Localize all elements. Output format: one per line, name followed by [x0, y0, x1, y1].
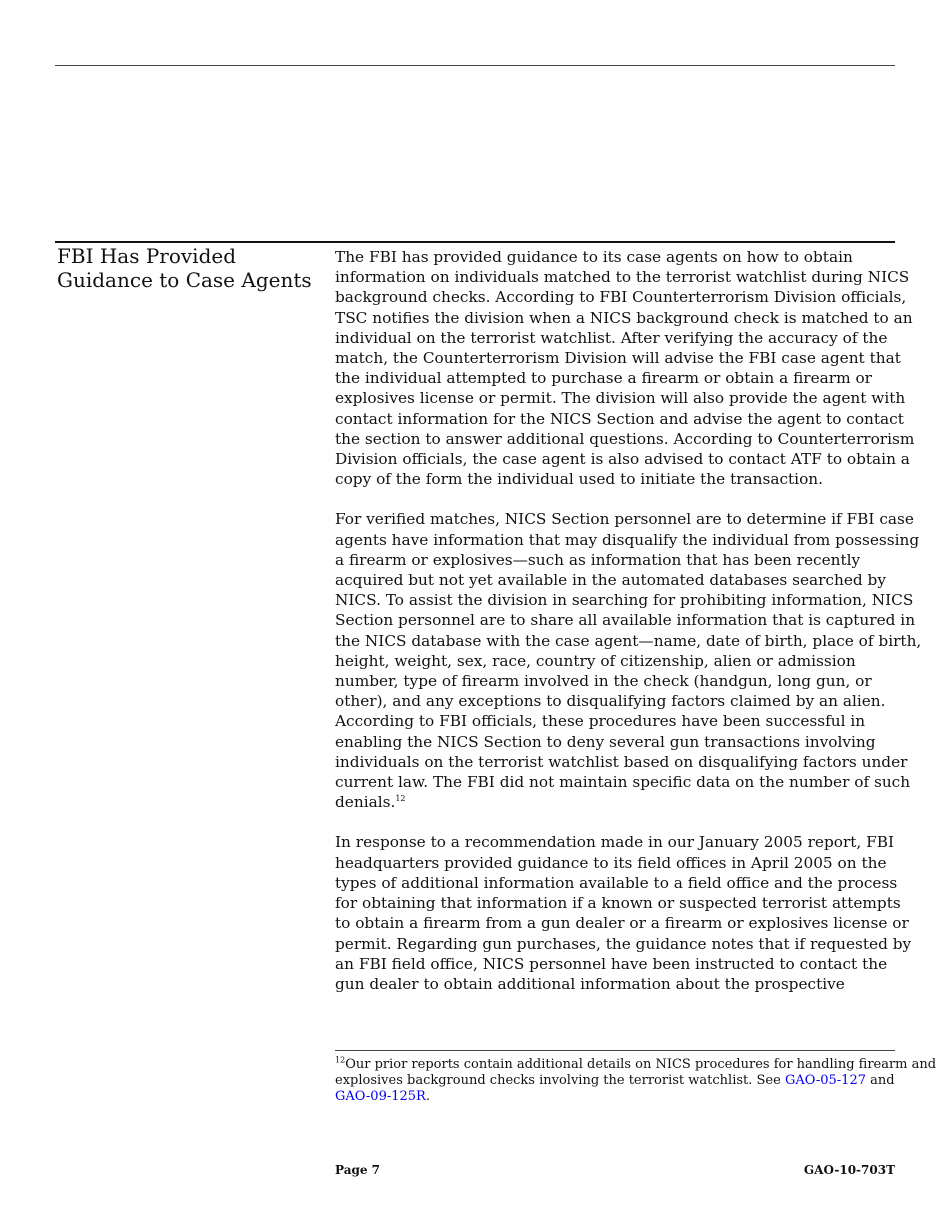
- link-gao-05-127[interactable]: GAO-05-127: [784, 1073, 866, 1088]
- top-rule: [55, 65, 895, 66]
- footnote-reference[interactable]: 12: [395, 794, 406, 804]
- section-heading-line-2: Guidance to Case Agents: [57, 268, 312, 292]
- text-line: Division officials, the case agent is also advised to contact ATF to obtain a: [335, 450, 910, 469]
- paragraph-3: [335, 832, 912, 994]
- text-line: Section personnel are to share all available information that is captured in: [335, 611, 916, 630]
- text-line: enabling the NICS Section to deny several gun transactions involving: [335, 732, 876, 751]
- text-line: gun dealer to obtain additional information about the prospective: [335, 974, 845, 993]
- text-line: current law. The FBI did not maintain specific data on the number of such: [335, 773, 911, 792]
- text-line: headquarters provided guidance to its field offices in April 2005 on the: [335, 853, 887, 872]
- text-line: permit. Regarding gun purchases, the guidance notes that if requested by: [335, 934, 912, 953]
- text-line: According to FBI officials, these procedures have been successful in: [335, 712, 866, 731]
- footnote-text: explosives background checks involving the terrorist watchlist. See: [335, 1073, 785, 1088]
- section-heading-line-1: FBI Has Provided: [57, 244, 237, 268]
- footnote-number: 12: [335, 1055, 346, 1065]
- link-gao-09-125r[interactable]: GAO-09-125R: [335, 1089, 426, 1104]
- text-line: number, type of firearm involved in the check (handgun, long gun, or: [335, 672, 872, 691]
- text-line: information on individuals matched to the terrorist watchlist during NICS: [335, 268, 910, 287]
- footnote: [335, 1055, 937, 1105]
- paragraph-1: [335, 247, 915, 489]
- text-line: other), and any exceptions to disqualifying factors claimed by an alien.: [335, 692, 886, 711]
- text-line: The FBI has provided guidance to its case agents on how to obtain: [335, 248, 853, 266]
- text-line: explosives license or permit. The division will also provide the agent with: [335, 389, 906, 408]
- text-line: NICS. To assist the division in searching for prohibiting information, NICS: [335, 591, 914, 610]
- text-line: the individual attempted to purchase a firearm or obtain a firearm or: [335, 369, 872, 388]
- text-line: background checks. According to FBI Counterterrorism Division officials,: [335, 288, 907, 307]
- footnote-line-2: [335, 1073, 895, 1089]
- page-number: Page 7: [335, 1163, 381, 1177]
- text-line: height, weight, sex, race, country of citizenship, alien or admission: [335, 651, 856, 670]
- paragraph-2: [335, 509, 922, 812]
- text-line-last: [335, 792, 895, 812]
- text-line: the NICS database with the case agent—name, date of birth, place of birth,: [335, 631, 922, 650]
- text-line: the section to answer additional questions. According to Counterterrorism: [335, 429, 915, 448]
- text-line: to obtain a firearm from a gun dealer or a firearm or explosives license or: [335, 914, 909, 933]
- text-line: an FBI field office, NICS personnel have been instructed to contact the: [335, 954, 888, 973]
- text-line: acquired but not yet available in the automated databases searched by: [335, 571, 886, 590]
- section-rule: [55, 241, 895, 243]
- text-line: types of additional information available to a field office and the process: [335, 873, 898, 892]
- text-line: In response to a recommendation made in our January 2005 report, FBI: [335, 833, 895, 852]
- text-line: TSC notifies the division when a NICS background check is matched to an: [335, 308, 913, 327]
- text-line: match, the Counterterrorism Division will advise the FBI case agent that: [335, 349, 901, 368]
- footnote-text: .: [425, 1089, 430, 1104]
- report-id: GAO-10-703T: [803, 1163, 895, 1177]
- footnote-line-3: [335, 1089, 895, 1105]
- text-line: contact information for the NICS Section and advise the agent to contact: [335, 409, 904, 428]
- footnote-rule: [335, 1050, 895, 1051]
- text-line: agents have information that may disqualify the individual from possessing: [335, 530, 920, 549]
- text-line: individuals on the terrorist watchlist based on disqualifying factors under: [335, 752, 908, 771]
- footnote-line-1: [335, 1055, 937, 1073]
- text-line: copy of the form the individual used to initiate the transaction.: [335, 470, 823, 489]
- text-line: for obtaining that information if a known or suspected terrorist attempts: [335, 894, 901, 913]
- section-heading: [57, 244, 317, 292]
- text-line: individual on the terrorist watchlist. After verifying the accuracy of the: [335, 328, 888, 347]
- footnote-text: and: [866, 1073, 895, 1088]
- footnote-text: Our prior reports contain additional details on NICS procedures for handling firearm and: [345, 1057, 937, 1072]
- text-line: For verified matches, NICS Section personnel are to determine if FBI case: [335, 510, 914, 529]
- text-line: a firearm or explosives—such as information that has been recently: [335, 550, 861, 569]
- text-line: denials.: [335, 793, 396, 812]
- body-text: [335, 247, 922, 1014]
